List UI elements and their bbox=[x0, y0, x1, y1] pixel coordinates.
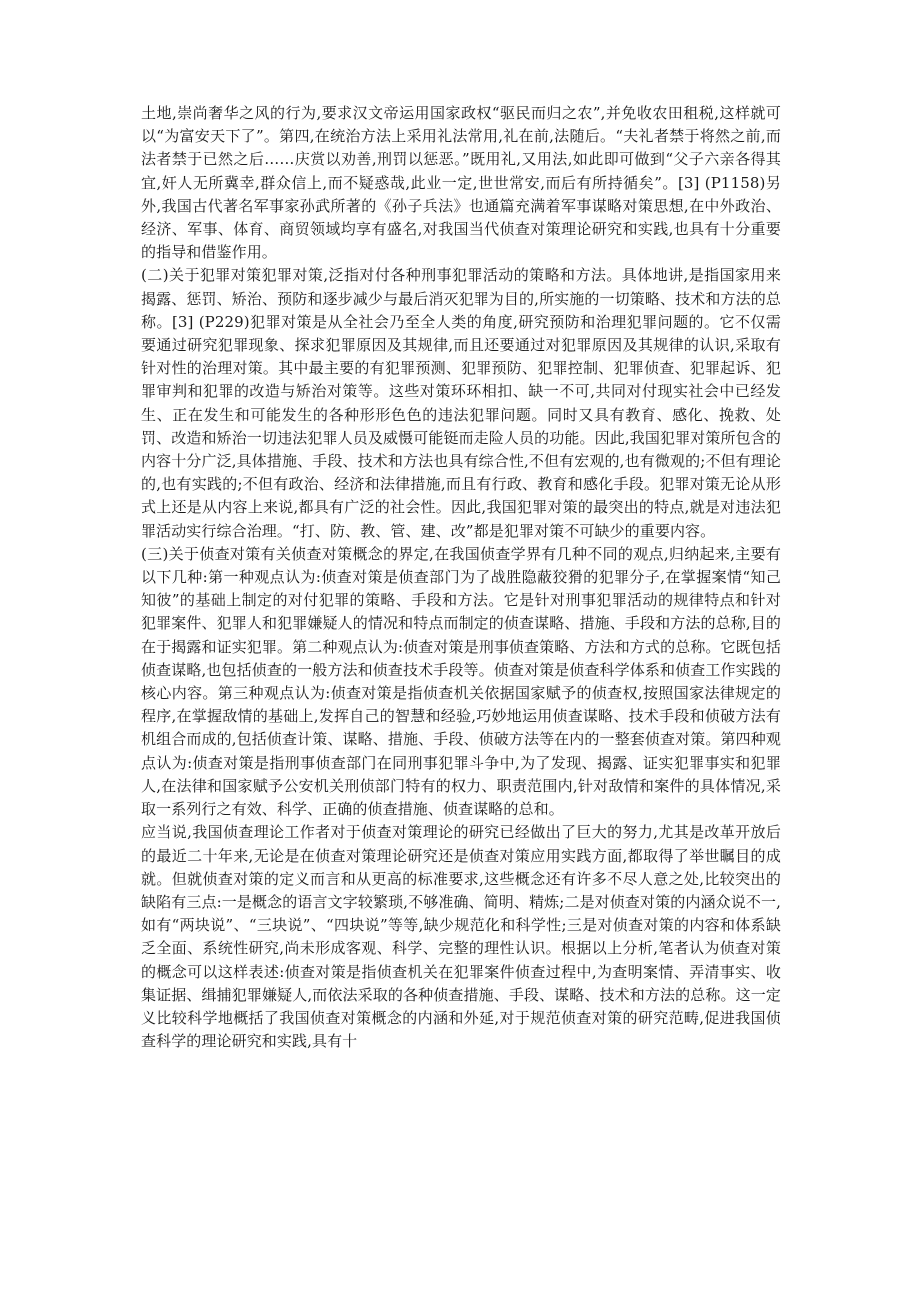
paragraph-2: (二)关于犯罪对策犯罪对策,泛指对付各种刑事犯罪活动的策略和方法。具体地讲,是指国家用来揭露、惩罚、矫治、预防和逐步减少与最后消灭犯罪为目的,所实施的一切策略、技术和方法的总称。[3] (P229)犯罪对策是从全社会乃至全人类的角度,研究预防和治理犯罪问题的。它不仅需要通过研究犯罪现象、探求犯罪原因及其规律,而且还要通过对犯罪原因及其规律的认识,采取有针对性的治理对策。其中最主要的有犯罪预测、犯罪预防、犯罪控制、犯罪侦查、犯罪起诉、犯罪审判和犯罪的改造与矫治对策等。这些对策环环相扣、缺一不可,共同对付现实社会中已经发生、正在发生和可能发生的各种形形色色的违法犯罪问题。同时又具有教育、感化、挽救、处罚、改造和矫治一切违法犯罪人员及威慑可能铤而走险人员的功能。因此,我国犯罪对策所包含的内容十分广泛,具体措施、手段、技术和方法也具有综合性,不但有宏观的,也有微观的;不但有理论的,也有实践的;不但有政治、经济和法律措施,而且有行政、教育和感化手段。犯罪对策无论从形式上还是从内容上来说,都具有广泛的社会性。因此,我国犯罪对策的最突出的特点,就是对违法犯罪活动实行综合治理。“打、防、教、管、建、改”都是犯罪对策不可缺少的重要内容。 bbox=[141, 266, 781, 540]
paragraph-1: 土地,崇尚奢华之风的行为,要求汉文帝运用国家政权“驱民而归之农”,并免收农田租税,这样就可以“为富安天下了”。第四,在统治方法上采用礼法常用,礼在前,法随后。“夫礼者禁于将然之前,而法者禁于已然之后……庆赏以劝善,刑罚以惩恶。”既用礼,又用法,如此即可做到“父子六亲各得其宜,奸人无所冀幸,群众信上,而不疑惑哉,此业一定,世世常安,而后有所持循矣”。[3] (P1158)另外,我国古代著名军事家孙武所著的《孙子兵法》也通篇充满着军事谋略对策思想,在中外政治、经济、军事、体育、商贸领域均享有盛名,对我国当代侦查对策理论研究和实践,也具有十分重要的指导和借鉴作用。 bbox=[141, 104, 781, 262]
document-page bbox=[141, 102, 781, 1053]
paragraph-4: 应当说,我国侦查理论工作者对于侦查对策理论的研究已经做出了巨大的努力,尤其是改革开放后的最近二十年来,无论是在侦查对策理论研究还是侦查对策应用实践方面,都取得了举世瞩目的成就。但就侦查对策的定义而言和从更高的标准要求,这些概念还有许多不尽人意之处,比较突出的缺陷有三点:一是概念的语言文字较繁琐,不够准确、简明、精炼;二是对侦查对策的内涵众说不一,如有“两块说”、“三块说”、“四块说”等等,缺少规范化和科学性;三是对侦查对策的内容和体系缺乏全面、系统性研究,尚未形成客观、科学、完整的理性认识。根据以上分析,笔者认为侦查对策的概念可以这样表述:侦查对策是指侦查机关在犯罪案件侦查过程中,为查明案情、弄清事实、收集证据、缉捕犯罪嫌疑人,而依法采取的各种侦查措施、手段、谋略、技术和方法的总称。这一定义比较科学地概括了我国侦查对策概念的内涵和外延,对于规范侦查对策的研究范畴,促进我国侦查科学的理论研究和实践,具有十 bbox=[141, 823, 781, 1051]
paragraph-3: (三)关于侦查对策有关侦查对策概念的界定,在我国侦查学界有几种不同的观点,归纳起来,主要有以下几种:第一种观点认为:侦查对策是侦查部门为了战胜隐蔽狡猾的犯罪分子,在掌握案情“知己知彼”的基础上制定的对付犯罪的策略、手段和方法。它是针对刑事犯罪活动的规律特点和针对犯罪案件、犯罪人和犯罪嫌疑人的情况和特点而制定的侦查谋略、措施、手段和方法的总称,目的在于揭露和证实犯罪。第二种观点认为:侦查对策是刑事侦查策略、方法和方式的总称。它既包括侦查谋略,也包括侦查的一般方法和侦查技术手段等。侦查对策是侦查科学体系和侦查工作实践的核心内容。第三种观点认为:侦查对策是指侦查机关依据国家赋予的侦查权,按照国家法律规定的程序,在掌握敌情的基础上,发挥自己的智慧和经验,巧妙地运用侦查谋略、技术手段和侦破方法有机组合而成的,包括侦查计策、谋略、措施、手段、侦破方法等在内的一整套侦查对策。第四种观点认为:侦查对策是指刑事侦查部门在同刑事犯罪斗争中,为了发现、揭露、证实犯罪事实和犯罪人,在法律和国家赋予公安机关刑侦部门特有的权力、职责范围内,针对敌情和案件的具体情况,采取一系列行之有效、科学、正确的侦查措施、侦查谋略的总和。 bbox=[141, 544, 781, 819]
